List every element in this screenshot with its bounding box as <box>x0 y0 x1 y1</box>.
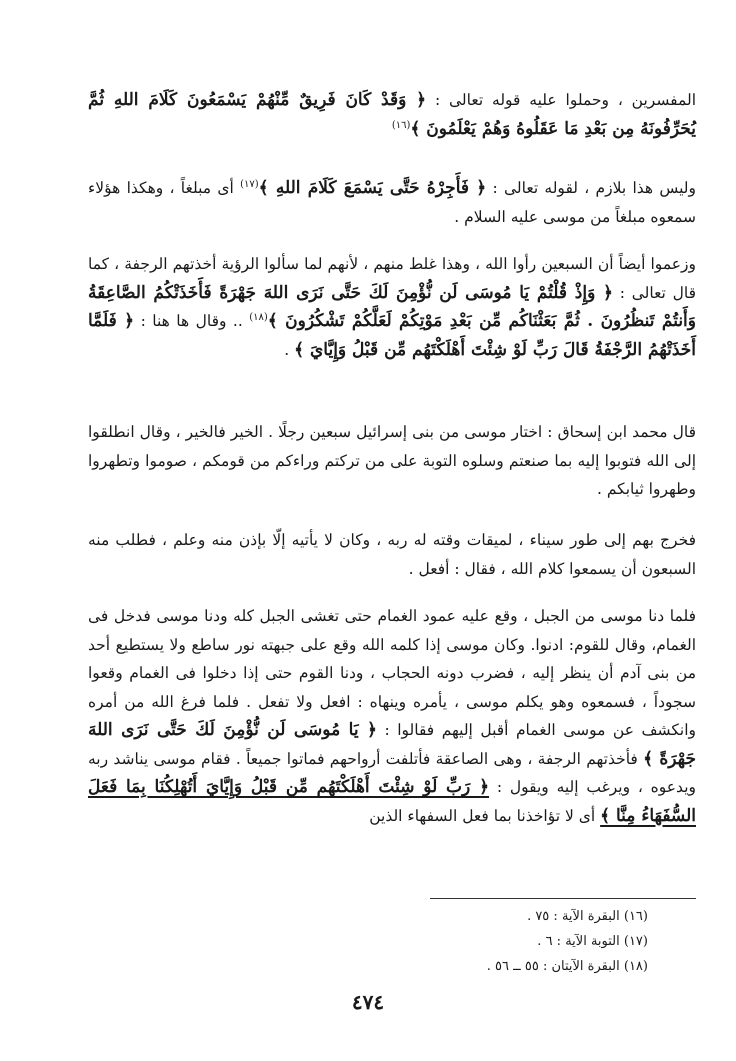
footnote-divider <box>430 898 696 899</box>
paragraph-3-tail: . <box>284 340 295 359</box>
paragraph-4: قال محمد ابن إسحاق : اختار موسى من بنى إسرائيل سبعين رجلًا . الخير فالخير ، وقال انطلقوا إلى الله فتوبوا إليه بما صنعتم وسلوه التوبة على من تركتم وراءكم من قومكم ، صوموا وتطهروا وطهروا ثيابكم . <box>88 423 696 498</box>
paragraph-2 <box>88 174 696 231</box>
footnote-17: (١٧) التوبة الآية : ٦ . <box>537 934 648 949</box>
page-number: ٤٧٤ <box>351 990 385 1014</box>
footnote-16: (١٦) البقرة الآية : ٧٥ . <box>527 909 648 924</box>
quran-verse: ﴿ فَلَمَّا أَخَذَتْهُمُ الرَّجْفَةُ قَالَ رَبِّ لَوْ شِئْتَ أَهْلَكْتَهُم مِّن قَبْلُ وَإِيَّايَ ﴾ <box>88 311 696 360</box>
quran-verse: ﴿ فَأَجِرْهُ حَتَّى يَسْمَعَ كَلَامَ اللهِ ﴾ <box>258 178 487 198</box>
paragraph-2-text: وليس هذا بلازم ، لقوله تعالى : <box>486 179 696 197</box>
footnotes <box>348 904 648 979</box>
quran-verse: ﴿ يَا مُوسَى لَن نُّؤْمِنَ لَكَ حَتَّى نَرَى اللهَ جَهْرَةً ﴾ <box>88 720 696 769</box>
quran-verse: ﴿ وَقَدْ كَانَ فَرِيقٌ مِّنْهُمْ يَسْمَعُونَ كَلَامَ اللهِ ثُمَّ يُحَرِّفُونَهُ مِن بَعْدِ مَا عَقَلُوهُ وَهُمْ يَعْلَمُونَ ﴾ <box>88 90 696 139</box>
footnote-18: (١٨) البقرة الآيتان : ٥٥ ــ ٥٦ . <box>486 959 648 974</box>
paragraph-5: فخرج بهم إلى طور سيناء ، لميقات وقته له ربه ، وكان لا يأتيه إلّا بإذن منه وعلم ، فطلب منه السبعون أن يسمعوا كلام الله ، فقال : أفعل . <box>88 531 696 578</box>
paragraph-6-mid: فأخذتهم الرجفة ، وهى الصاعقة فأتلفت أرواحهم فماتوا جميعاً . فقام موسى يناشد ربه ويدعوه ، ويرغب إليه ويقول : <box>88 749 696 796</box>
paragraph-1-text: المفسرين ، وحملوا عليه قوله تعالى : <box>426 91 697 109</box>
paragraph-2-tail: أى مبلغاً ، وهكذا هؤلاء سمعوه مبلغاً من موسى عليه السلام . <box>88 179 696 226</box>
footnote-ref-17: (١٧) <box>240 178 259 190</box>
footnote-ref-18: (١٨) <box>249 311 268 323</box>
paragraph-6 <box>88 602 696 830</box>
paragraph-3-mid: .. وقال ها هنا : <box>134 312 250 330</box>
quran-verse: ﴿ رَبِّ لَوْ شِئْتَ أَهْلَكْتَهُم مِّن قَبْلُ وَإِيَّايَ أَتُهْلِكُنَا بِمَا فَعَلَ السُّفَهَاءُ مِنَّا ﴾ <box>88 777 696 826</box>
quran-verse: ﴿ وَإِذْ قُلْتُمْ يَا مُوسَى لَن نُّؤْمِنَ لَكَ حَتَّى نَرَى اللهَ جَهْرَةً فَأَخَذَتْكُمُ الصَّاعِقَةُ وَأَنتُمْ تَنظُرُونَ . ثُمَّ بَعَثْنَاكُم مِّن بَعْدِ مَوْتِكُمْ لَعَلَّكُمْ تَشْكُرُونَ ﴾ <box>88 282 696 331</box>
paragraph-6-tail: أى لا تؤاخذنا بما فعل السفهاء الذين <box>369 806 601 825</box>
paragraph-6-text: فلما دنا موسى من الجبل ، وقع عليه عمود الغمام حتى تغشى الجبل كله ودنا موسى فدخل فى الغمام، وقال للقوم: ادنوا. وكان موسى إذا كلمه الله وقع على جبهته نور ساطع ولا يستطيع أحد من بنى آدم أن ينظر إليه ، فضرب دونه الحجاب ، ودنا القوم حتى إذا دخلوا فى الغمام وقعوا سجوداً ، فسمعوه وهو يكلم موسى ، يأمره وينهاه : افعل ولا تفعل . فلما فرغ الله من أمره وانكشف عن موسى الغمام أقبل إليهم فقالوا : <box>88 607 696 739</box>
paragraph-3 <box>88 250 696 364</box>
footnote-ref-16: (١٦) <box>391 119 411 131</box>
paragraph-1 <box>88 86 696 143</box>
paragraph-3-text: وزعموا أيضاً أن السبعين رأوا الله ، وهذا غلط منهم ، لأنهم لما سألوا الرؤية أخذتهم الرجفة ، كما قال تعالى : <box>88 255 697 302</box>
